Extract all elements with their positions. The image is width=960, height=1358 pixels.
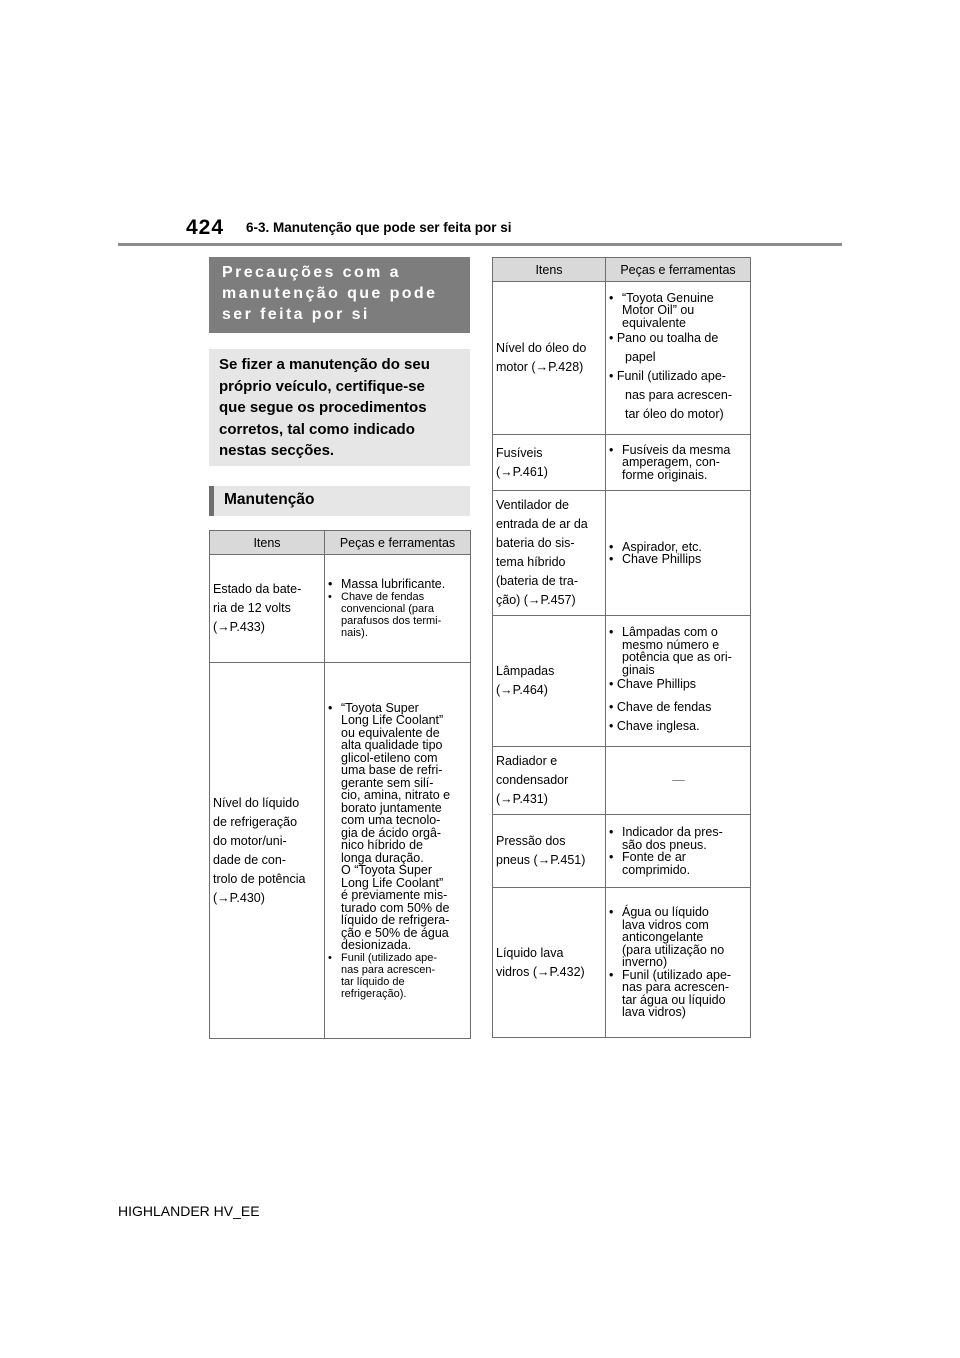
item-line: Radiador e [496,754,558,768]
tool-text: “Toyota Genuine Motor Oil” ou equivalente [622,290,714,330]
tool-bullet [328,578,468,591]
intro-line: próprio veículo, certifique-se [219,377,425,395]
item-line: entrada de ar da [496,517,588,531]
tool-text: Indicador da pres- são dos pneus. [622,825,723,852]
table-header-row [493,258,751,282]
bullet: • [328,951,332,964]
tool-bullet [328,952,468,1000]
tool-text: nas para acrescen- [625,388,733,403]
tool-bullet [328,702,468,952]
item-line: (→P.431) [496,792,548,806]
item-line: (→P.433) [213,620,265,634]
header-tools: Peças e ferramentas [606,258,751,282]
item-line: Nível do óleo do [496,341,587,355]
item-line: (→P.461) [496,464,548,479]
item-line: vidros (→P.432) [496,964,585,979]
bullet: • [609,539,614,554]
item-line: Líquido lava [496,945,564,960]
bullet: • [328,577,333,592]
item-line: de refrigeração [213,814,298,829]
tools-cell [606,747,751,815]
maintenance-title: Manutenção [224,491,315,508]
table-header-row [210,531,471,555]
intro-box [209,349,470,466]
tool-bullet [609,906,748,969]
bullet: • [609,850,614,864]
table-row [493,815,751,888]
bullet: • [609,442,614,457]
tools-cell [606,491,751,616]
item-line: pneus (→P.451) [496,853,586,867]
tool-text: Chave de fendas convencional (para parafusos dos termi-nais). [341,590,442,639]
tool-text: Água ou líquido lava vidros com anticongelante (para utilização no inverno) [622,905,725,970]
tool-text: “Toyota Super Long Life Coolant” ou equivalente de alta qualidade tipo glicol-etileno com uma base de refri- gerante sem silí- cio, amina, nitrato e borato juntamente com uma tecnolo- gia de ácido orgâ- nico híbrido de longa duração. O “Toyota Super Long Life Coolant” é previamente mis- turado com 50% de líquido de refrigera- ção e 50% de água desionizada. [341,700,451,952]
left-column [209,257,470,1039]
table-row [493,747,751,815]
bullet: • [609,967,614,982]
tool-text: • Funil (utilizado ape- [609,369,726,384]
table-row [493,435,751,491]
tools-cell [606,435,751,491]
tools-cell [606,282,751,435]
right-parts-table [492,257,751,1038]
item-line: Pressão dos [496,834,566,848]
bullet: • [609,290,614,305]
item-cell [493,888,606,1038]
item-line: Ventilador de [496,498,569,512]
bullet: • [609,905,614,920]
tool-text: papel [625,350,656,365]
footer-model: HIGHLANDER HV_EE [118,1203,260,1219]
tool-text: • Chave Phillips [609,677,697,691]
table-row [493,491,751,616]
item-line: (bateria de tra- [496,574,578,588]
left-parts-table [209,530,471,1039]
tool-bullet [609,969,748,1019]
item-cell [493,435,606,491]
bullet: • [609,825,614,839]
tools-cell [325,663,471,1039]
header-rule [118,243,842,246]
table-row [210,555,471,663]
tool-text: • Chave de fendas [609,700,712,714]
tool-bullet [609,553,748,566]
intro-line: que segue os procedimentos [219,399,427,416]
tools-cell [606,616,751,747]
item-line: Fusíveis [496,445,543,460]
right-column [492,257,750,1038]
item-line: Estado da bate- [213,582,302,596]
precautions-title-line: manutenção que pode [222,285,438,302]
item-line: motor (→P.428) [496,360,584,374]
header-items: Itens [493,258,606,282]
tool-bullet [609,329,748,424]
tool-text: tar óleo do motor) [625,407,724,422]
section-title: 6-3. Manutenção que pode ser feita por si [246,220,512,235]
page-number: 424 [186,216,225,239]
tool-text: Fusíveis da mesma amperagem, con- forme originais. [622,442,731,482]
item-cell [493,616,606,747]
item-cell [493,747,606,815]
intro-line: corretos, tal como indicado [219,420,415,438]
tool-text: Chave Phillips [622,552,702,566]
maintenance-heading [209,486,470,516]
tool-bullet [328,591,468,639]
item-cell [210,663,325,1039]
tool-text: Fonte de ar comprimido. [622,850,691,877]
intro-line: nestas secções. [219,442,335,459]
tool-text: • Pano ou toalha de [609,331,719,346]
tool-text: Funil (utilizado ape- nas para acrescen- tar líquido de refrigeração). [341,951,437,1000]
tool-text: Lâmpadas com o mesmo número e potência que as ori- ginais [622,625,732,677]
tool-bullet [609,851,748,876]
tool-bullet [609,826,748,851]
item-line: bateria do sis- [496,536,575,550]
tool-text: Massa lubrificante. [341,577,446,592]
item-cell [493,491,606,616]
item-line: (→P.430) [213,890,265,905]
tool-text: Funil (utilizado ape- nas para acrescen- tar água ou líquido lava vidros) [622,967,732,1020]
header-items: Itens [210,531,325,555]
tool-text: Aspirador, etc. [622,539,702,554]
header-tools: Peças e ferramentas [325,531,471,555]
table-row [493,888,751,1038]
item-line: do motor/uni- [213,833,287,848]
item-line: Nível do líquido [213,795,300,810]
dash: — [672,773,685,788]
item-cell [493,282,606,435]
tool-bullet [609,292,748,330]
bullet: • [609,552,614,566]
table-row [493,282,751,435]
item-line: tema híbrido [496,555,566,569]
intro-line: Se fizer a manutenção do seu [219,356,430,373]
precautions-title-box [209,257,470,333]
bullet: • [609,625,614,639]
bullet: • [328,590,332,603]
tools-cell [325,555,471,663]
tools-cell [606,815,751,888]
item-line: condensador [496,773,569,787]
item-line: Lâmpadas [496,664,555,678]
precautions-title-line: Precauções com a [222,264,401,281]
item-line: dade de con- [213,852,286,867]
item-line: ria de 12 volts [213,601,291,615]
tools-cell [606,888,751,1038]
table-row [493,616,751,747]
bullet: • [328,700,333,715]
item-cell [493,815,606,888]
tool-text: • Chave inglesa. [609,719,700,733]
item-cell [210,555,325,663]
tool-bullet [609,444,748,482]
tool-bullet [609,626,748,676]
table-row [210,663,471,1039]
item-line: ção) (→P.457) [496,593,576,607]
item-line: trolo de potência [213,871,306,886]
item-line: (→P.464) [496,683,548,697]
precautions-title-line: ser feita por si [222,306,370,323]
